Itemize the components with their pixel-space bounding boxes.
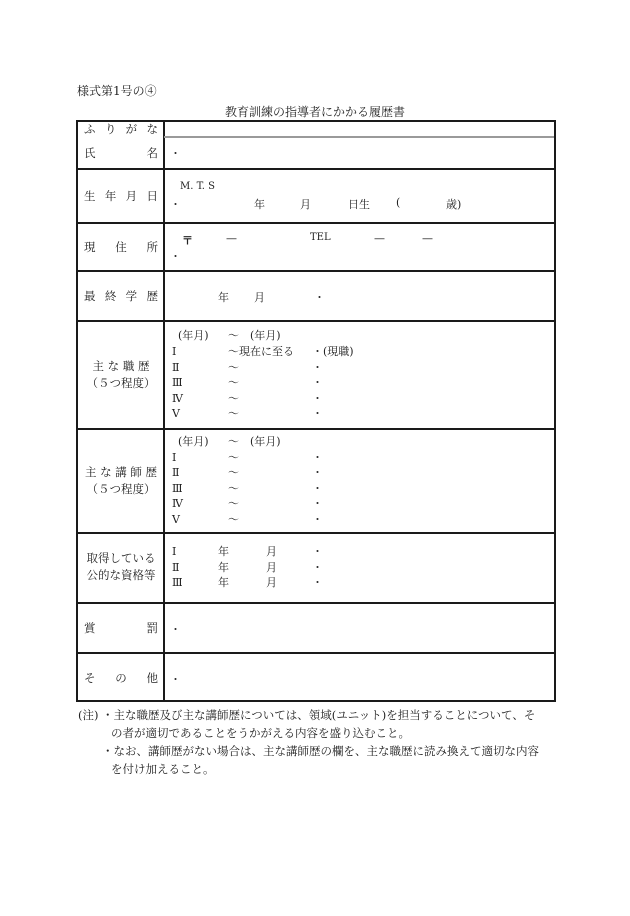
- career-num: Ⅱ: [172, 361, 180, 374]
- birthdate-label: 生 年 月 日: [84, 189, 158, 203]
- birth-year: 年: [254, 198, 265, 211]
- teaching-num: Ⅱ: [172, 466, 180, 479]
- qualification-month: 月: [266, 545, 277, 558]
- resume-table: [76, 120, 556, 702]
- teaching-num: Ⅳ: [172, 497, 183, 510]
- furigana-divider: [164, 136, 554, 138]
- career-num: Ⅲ: [172, 376, 183, 389]
- career-range[interactable]: 〜現在に至る: [228, 345, 294, 358]
- education-bullet[interactable]: ・: [314, 291, 325, 304]
- notes-prefix: (注): [78, 708, 99, 722]
- teaching-range[interactable]: 〜: [228, 513, 239, 526]
- row-divider: [78, 320, 554, 322]
- other-label: そ の 他: [84, 671, 158, 685]
- qualification-year: 年: [218, 545, 229, 558]
- teaching-bullet[interactable]: ・: [312, 482, 323, 495]
- career-range[interactable]: 〜: [228, 376, 239, 389]
- career-num: Ⅳ: [172, 392, 183, 405]
- awards-label: 賞 罰: [84, 621, 158, 635]
- qualifications-label: 取得している 公的な資格等: [86, 551, 156, 582]
- teaching-bullet[interactable]: ・: [312, 497, 323, 510]
- qualification-num: Ⅱ: [172, 561, 180, 574]
- furigana-label: ふ り が な: [84, 122, 158, 136]
- postal-dash: —: [226, 232, 237, 245]
- teaching-header-tilde: 〜: [228, 435, 239, 448]
- tel-dash-2: —: [422, 232, 433, 245]
- furigana-field[interactable]: [168, 122, 548, 136]
- teaching-range[interactable]: 〜: [228, 482, 239, 495]
- career-range[interactable]: 〜: [228, 361, 239, 374]
- career-bullet[interactable]: ・(現職): [312, 345, 354, 358]
- career-range[interactable]: 〜: [228, 392, 239, 405]
- teaching-bullet[interactable]: ・: [312, 466, 323, 479]
- address-bullet[interactable]: ・: [170, 250, 181, 263]
- age-open: (: [396, 196, 401, 209]
- address-label: 現 住 所: [84, 240, 158, 254]
- note-2-line-2: を付け加えること。: [111, 762, 215, 776]
- teaching-header-to: (年月): [250, 435, 281, 448]
- teaching-range[interactable]: 〜: [228, 497, 239, 510]
- row-divider: [78, 532, 554, 534]
- qualification-bullet[interactable]: ・: [312, 576, 323, 589]
- note-1-line-2: の者が適切であることをうかがえる内容を盛り込むこと。: [111, 726, 410, 740]
- row-divider: [78, 428, 554, 430]
- qualification-year: 年: [218, 576, 229, 589]
- teaching-num: Ⅰ: [172, 451, 177, 464]
- career-bullet[interactable]: ・: [312, 361, 323, 374]
- career-range[interactable]: 〜: [228, 407, 239, 420]
- postal-mark: 〒: [182, 234, 193, 247]
- tel-dash-1: —: [374, 232, 385, 245]
- birth-day: 日生: [348, 198, 370, 211]
- teaching-range[interactable]: 〜: [228, 451, 239, 464]
- teaching-header-from: (年月): [178, 435, 209, 448]
- teaching-range[interactable]: 〜: [228, 466, 239, 479]
- name-field[interactable]: ・: [170, 147, 181, 160]
- age-close: 歳): [446, 198, 462, 211]
- teaching-num: Ⅴ: [172, 513, 180, 526]
- career-header-from: (年月): [178, 329, 209, 342]
- birth-bullet: ・: [170, 198, 181, 211]
- career-label: 主 な 職 歴 （５つ程度）: [86, 359, 156, 390]
- teaching-bullet[interactable]: ・: [312, 451, 323, 464]
- document-title: 教育訓練の指導者にかかる履歴書: [224, 105, 405, 119]
- teaching-bullet[interactable]: ・: [312, 513, 323, 526]
- qualification-bullet[interactable]: ・: [312, 545, 323, 558]
- education-label: 最 終 学 歴: [84, 289, 158, 303]
- teaching-num: Ⅲ: [172, 482, 183, 495]
- career-num: Ⅴ: [172, 407, 180, 420]
- education-year: 年: [218, 291, 229, 304]
- label-column-divider: [163, 122, 165, 700]
- qualification-month: 月: [266, 576, 277, 589]
- tel-label: TEL: [310, 232, 331, 243]
- era-options[interactable]: M. T. S: [180, 181, 216, 192]
- qualification-month: 月: [266, 561, 277, 574]
- form-number: 様式第1号の④: [77, 84, 157, 98]
- career-num: Ⅰ: [172, 345, 177, 358]
- qualification-num: Ⅰ: [172, 545, 177, 558]
- career-header-tilde: 〜: [228, 329, 239, 342]
- qualification-num: Ⅲ: [172, 576, 183, 589]
- qualification-bullet[interactable]: ・: [312, 561, 323, 574]
- career-header-to: (年月): [250, 329, 281, 342]
- other-field[interactable]: ・: [170, 673, 181, 686]
- birth-month: 月: [300, 198, 311, 211]
- name-label: 氏 名: [84, 146, 158, 160]
- career-bullet[interactable]: ・: [312, 407, 323, 420]
- note-1-line-1: ・主な職歴及び主な講師歴については、領域(ユニット)を担当することについて、そ: [102, 708, 536, 722]
- education-month: 月: [254, 291, 265, 304]
- awards-field[interactable]: ・: [170, 623, 181, 636]
- note-2-line-1: ・なお、講師歴がない場合は、主な講師歴の欄を、主な職歴に読み換えて適切な内容: [102, 744, 539, 758]
- career-bullet[interactable]: ・: [312, 392, 323, 405]
- qualification-year: 年: [218, 561, 229, 574]
- career-bullet[interactable]: ・: [312, 376, 323, 389]
- teaching-label: 主 な 講 師 歴 （５つ程度）: [84, 465, 158, 496]
